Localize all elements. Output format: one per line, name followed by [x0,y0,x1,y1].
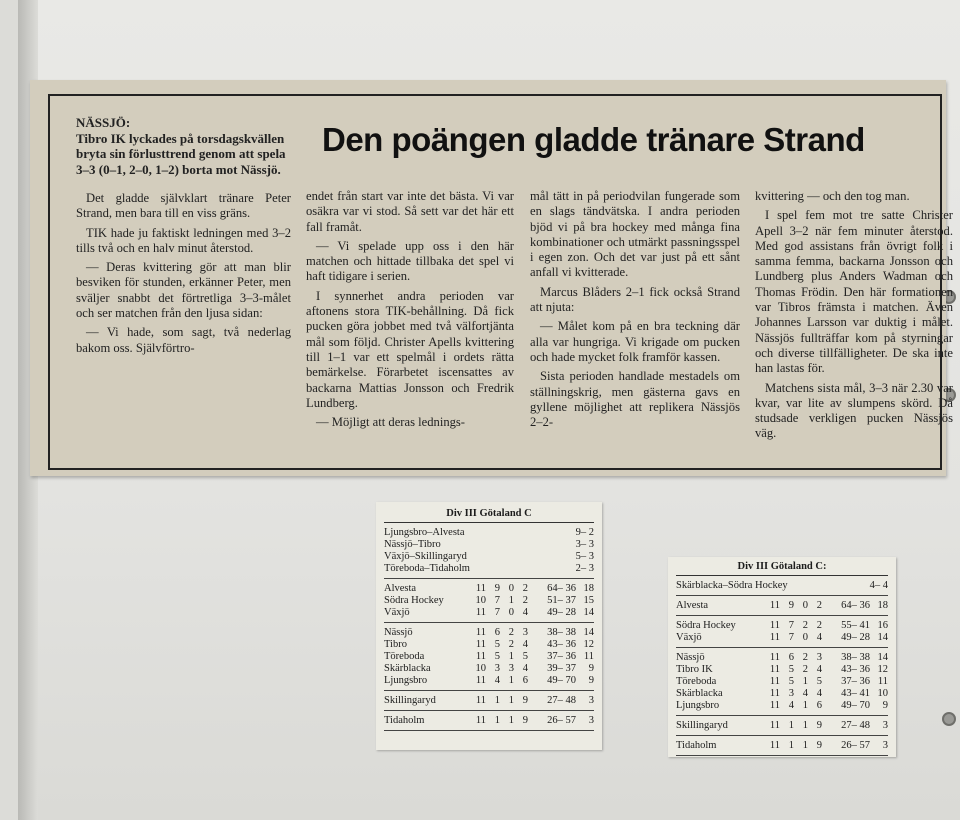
games-played: 11 [475,695,486,706]
match-name: Nässjö–Tibro [384,539,441,550]
table-row [676,600,888,612]
losses: 3 [816,652,822,663]
table-row [384,583,594,595]
team-name: Södra Hockey [384,595,444,606]
games-played: 11 [769,632,780,643]
losses: 2 [522,595,528,606]
lead-text: Tibro IK lyckades på torsdagskvällen bryta sin förlusttrend genom att spela 3–3 (0–1, 2–0, 1–2) borta mot Nässjö. [76,130,286,177]
article-paragraph: Marcus Blåders 2–1 fick också Strand att njuta: [530,284,740,315]
games-played: 11 [769,600,780,611]
draws: 1 [802,720,808,731]
wins: 5 [788,676,794,687]
article-column-4 [755,189,953,446]
table-row [384,715,594,727]
points: 18 [583,583,594,594]
article-paragraph: — Möjligt att deras lednings- [316,415,466,430]
draws: 4 [802,688,808,699]
goal-difference: 27– 48 [547,695,576,706]
draws: 1 [802,700,808,711]
table-row [384,627,594,639]
team-name: Nässjö [384,627,413,638]
team-name: Södra Hockey [676,620,736,631]
draws: 2 [802,620,808,631]
article-paragraph: TIK hade ju faktiskt ledningen med 3–2 tills två och en halv minut återstod. [76,225,291,255]
losses: 6 [522,675,528,686]
wins: 4 [494,675,500,686]
standings-group [384,627,594,691]
table-title: Div III Götaland C: [676,561,888,576]
points: 18 [877,600,888,611]
losses: 4 [816,664,822,675]
wins: 3 [494,663,500,674]
result-row [384,527,594,539]
standings-group [384,695,594,711]
games-played: 10 [475,663,486,674]
team-name: Töreboda [676,676,717,687]
goal-difference: 64– 36 [841,600,870,611]
article-paragraph: kvittering — och den tog man. [755,189,910,203]
team-name: Tibro [384,639,407,650]
goal-difference: 39– 37 [547,663,576,674]
column-body [755,189,953,442]
team-name: Ljungsbro [676,700,720,711]
table-row [676,620,888,632]
wins: 7 [788,632,794,643]
table-body [384,527,594,731]
team-name: Ljungsbro [384,675,428,686]
match-name: Växjö–Skillingaryd [384,551,467,562]
article-paragraph: I synnerhet andra perioden var aftonens stora TIK-behållning. Då fick pucken göra jobbet med två välfortjänta mål som följd. Christer Apells kvittering till 1–1 var ett spelmål i ordets rätta bemärkelse. Förarbetet iscensattes av backarna Mattias Jonsson och Fredrik Lundberg. [306,288,514,410]
draws: 0 [508,583,514,594]
column-body [530,189,740,430]
losses: 3 [522,627,528,638]
points: 9 [588,663,594,674]
article-paragraph: Det gladde självklart tränare Peter Strand, men bara till en viss gräns. [76,191,291,221]
draws: 1 [508,715,514,726]
team-name: Alvesta [676,600,709,611]
wins: 5 [494,639,500,650]
points: 3 [588,695,594,706]
match-score: 4– 4 [869,580,888,591]
losses: 9 [816,720,822,731]
standings-table-2 [668,557,896,757]
table-row [384,651,594,663]
dateline: NÄSSJÖ: [76,115,131,130]
goal-difference: 27– 48 [841,720,870,731]
games-played: 11 [475,651,486,662]
results-list [384,527,594,579]
games-played: 10 [475,595,486,606]
article-paragraph: — Målet kom på en bra teckning där alla var hungriga. Vi krigade om pucken och hade mycket folk framför kassen. [530,319,740,364]
losses: 2 [816,620,822,631]
goal-difference: 49– 28 [547,607,576,618]
binder-hole [942,712,956,726]
wins: 7 [494,595,500,606]
points: 9 [588,675,594,686]
games-played: 11 [475,583,486,594]
games-played: 11 [769,720,780,731]
games-played: 11 [475,675,486,686]
losses: 4 [522,607,528,618]
wins: 1 [494,695,500,706]
match-score: 9– 2 [575,527,594,538]
table-title: Div III Götaland C [384,508,594,523]
team-name: Växjö [384,607,410,618]
draws: 1 [802,740,808,751]
points: 11 [583,651,594,662]
draws: 1 [802,676,808,687]
losses: 4 [816,688,822,699]
article-paragraph: Sista perioden handlade mestadels om ställningskrig, men gästerna gavs en gyllene möjlighet att replikera Nässjös 2–2- [530,369,740,430]
standings-table-1 [376,502,602,750]
result-row [676,580,888,592]
article-frame [48,94,953,470]
team-name: Tidaholm [676,740,717,751]
goal-difference: 43– 41 [841,688,870,699]
article-paragraph: mål tätt in på periodvilan fungerade som en slags tändvätska. I andra perioden bjöd vi på bra hockey med många fina kombinationer och utmärkt passningsspel i egen zon. Och det var just på ett sånt anfall vi kvitterade. [530,189,740,280]
team-name: Tibro IK [676,664,713,675]
wins: 7 [494,607,500,618]
team-name: Växjö [676,632,702,643]
points: 15 [583,595,594,606]
match-name: Töreboda–Tidaholm [384,563,470,574]
draws: 1 [508,651,514,662]
table-row [384,675,594,687]
games-played: 11 [769,652,780,663]
wins: 5 [494,651,500,662]
team-name: Alvesta [384,583,417,594]
points: 14 [877,632,888,643]
standings-group [676,620,888,648]
article-lead [76,115,291,177]
losses: 2 [816,600,822,611]
standings-group [676,652,888,716]
draws: 1 [508,675,514,686]
points: 12 [877,664,888,675]
standings-group [384,583,594,623]
games-played: 11 [475,607,486,618]
match-name: Ljungsbro–Alvesta [384,527,465,538]
team-name: Nässjö [676,652,705,663]
wins: 3 [788,688,794,699]
draws: 3 [508,663,514,674]
result-row [384,539,594,551]
match-score: 3– 3 [575,539,594,550]
points: 3 [588,715,594,726]
draws: 1 [508,595,514,606]
goal-difference: 49– 70 [547,675,576,686]
article-paragraph: Matchens sista mål, 3–3 när 2.30 var kvar, var lite av slumpens skörd. Då studsade verkligen pucken Nässjös väg. [755,380,953,441]
draws: 2 [508,627,514,638]
team-name: Skärblacka [676,688,723,699]
games-played: 11 [769,620,780,631]
wins: 1 [494,715,500,726]
table-body [676,580,888,756]
goal-difference: 38– 38 [841,652,870,663]
article-paragraph: — Vi spelade upp oss i den här matchen och hittade tillbaka det spel vi haft tidigare i serien. [306,238,514,284]
result-row [384,551,594,563]
team-name: Töreboda [384,651,425,662]
newspaper-clipping [30,80,953,476]
standings-group [676,600,888,616]
points: 3 [882,720,888,731]
article-column-3 [530,189,740,434]
goal-difference: 26– 57 [547,715,576,726]
match-score: 5– 3 [575,551,594,562]
draws: 1 [508,695,514,706]
games-played: 11 [475,715,486,726]
games-played: 11 [769,664,780,675]
article-paragraph: endet från start var inte det bästa. Vi var osäkra var vi stod. Så sett var det här ett fall framåt. [306,189,514,234]
standings-group [384,715,594,731]
draws: 2 [802,664,808,675]
points: 14 [877,652,888,663]
table-row [676,700,888,712]
draws: 0 [802,632,808,643]
team-name: Skillingaryd [384,695,436,706]
wins: 4 [788,700,794,711]
team-name: Tidaholm [384,715,425,726]
table-row [676,676,888,688]
points: 10 [877,688,888,699]
wins: 9 [494,583,500,594]
draws: 0 [802,600,808,611]
wins: 6 [788,652,794,663]
table-row [676,688,888,700]
goal-difference: 26– 57 [841,740,870,751]
match-name: Skärblacka–Södra Hockey [676,580,788,591]
goal-difference: 38– 38 [547,627,576,638]
table-row [676,664,888,676]
points: 11 [877,676,888,687]
wins: 5 [788,664,794,675]
draws: 2 [802,652,808,663]
games-played: 11 [769,676,780,687]
table-row [676,720,888,732]
wins: 1 [788,720,794,731]
losses: 4 [816,632,822,643]
goal-difference: 43– 36 [547,639,576,650]
points: 14 [583,607,594,618]
losses: 9 [522,695,528,706]
losses: 5 [816,676,822,687]
article-column-2 [306,189,514,434]
goal-difference: 37– 36 [547,651,576,662]
games-played: 11 [769,740,780,751]
points: 12 [583,639,594,650]
table-row [676,652,888,664]
losses: 4 [522,663,528,674]
goal-difference: 51– 37 [547,595,576,606]
standings-group [676,740,888,756]
points: 9 [882,700,888,711]
goal-difference: 49– 70 [841,700,870,711]
games-played: 11 [769,688,780,699]
article-paragraph: — Vi hade, som sagt, två nederlag bakom oss. Självförtro- [76,325,291,355]
article-paragraph: — Deras kvittering gör att man blir besviken för stunden, erkänner Peter, men sväljer snabbt det förtretliga 3–3-målet och ser matchen från den ljusa sidan: [76,260,291,321]
table-row [384,607,594,619]
table-row [676,632,888,644]
table-row [384,695,594,707]
column-body [76,191,291,356]
games-played: 11 [475,639,486,650]
wins: 6 [494,627,500,638]
team-name: Skärblacka [384,663,431,674]
article-column-1 [76,115,291,360]
team-name: Skillingaryd [676,720,728,731]
goal-difference: 49– 28 [841,632,870,643]
table-row [384,639,594,651]
goal-difference: 55– 41 [841,620,870,631]
goal-difference: 37– 36 [841,676,870,687]
table-row [384,595,594,607]
wins: 1 [788,740,794,751]
losses: 2 [522,583,528,594]
draws: 2 [508,639,514,650]
table-row [384,663,594,675]
games-played: 11 [475,627,486,638]
result-row [384,563,594,575]
goal-difference: 43– 36 [841,664,870,675]
article-headline: Den poängen gladde tränare Strand [322,121,865,158]
losses: 9 [816,740,822,751]
standings-group [676,720,888,736]
points: 16 [877,620,888,631]
points: 14 [583,627,594,638]
goal-difference: 64– 36 [547,583,576,594]
match-score: 2– 3 [575,563,594,574]
table-row [676,740,888,752]
column-body [306,189,514,430]
losses: 9 [522,715,528,726]
draws: 0 [508,607,514,618]
wins: 7 [788,620,794,631]
losses: 4 [522,639,528,650]
losses: 6 [816,700,822,711]
article-paragraph: I spel fem mot tre satte Christer Apell 3–2 när fem minuter återstod. Med god assistans från övrigt folk i samma femma, backarna Jonsson och Lundberg plus Anders Wadman och Thomas Frödin. Den här formationen var Tibros främsta i matchen. Även Johannes Larsson var duktig i målet. Nässjös fullträffar kom på styrningar och diverse tillfälligheter. De ska inte han lastas för. [755,208,953,376]
losses: 5 [522,651,528,662]
wins: 9 [788,600,794,611]
results-list [676,580,888,596]
points: 3 [882,740,888,751]
games-played: 11 [769,700,780,711]
